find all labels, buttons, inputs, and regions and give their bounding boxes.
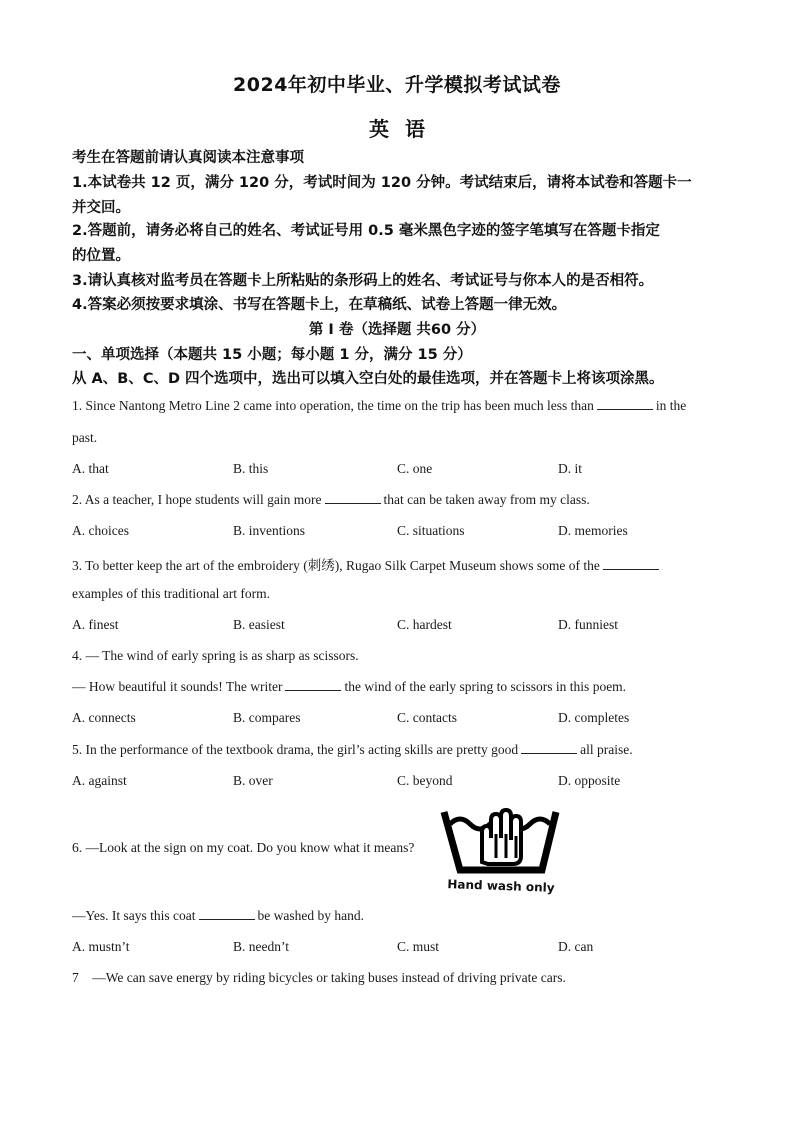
- notice-line-4: 的位置。: [72, 248, 130, 264]
- q5-option-d: D. opposite: [558, 773, 621, 788]
- q5-option-a: A. against: [72, 773, 127, 788]
- section-instruction: 从 A、B、C、D 四个选项中，选出可以填入空白处的最佳选项，并在答题卡上将该项涂黑。: [72, 371, 664, 387]
- q1-option-c: C. one: [397, 461, 433, 476]
- answer-blank: [325, 493, 381, 504]
- notice-heading: 考生在答题前请认真阅读本注意事项: [72, 150, 304, 166]
- question-3-line-1: 3. To better keep the art of the embroidery (刺绣), Rugao Silk Carpet Museum shows some of the: [72, 554, 752, 574]
- q3-option-a: A. finest: [72, 617, 119, 632]
- answer-blank: [597, 399, 653, 410]
- q2-option-d: D. memories: [558, 523, 628, 538]
- q6-option-b: B. needn’t: [233, 939, 289, 954]
- q2-option-b: B. inventions: [233, 523, 306, 538]
- question-1-line-2: past.: [72, 430, 98, 445]
- q4-option-b: B. compares: [233, 710, 301, 725]
- question-7: 7 —We can save energy by riding bicycles or taking buses instead of driving private cars.: [72, 970, 566, 985]
- q6-option-d: D. can: [558, 939, 594, 954]
- question-6-line-1: 6. —Look at the sign on my coat. Do you know what it means?: [72, 840, 415, 855]
- q3-option-b: B. easiest: [233, 617, 285, 632]
- question-3-line-2: examples of this traditional art form.: [72, 586, 270, 601]
- answer-blank: [521, 743, 577, 754]
- q2-option-a: A. choices: [72, 523, 129, 538]
- notice-line-6: 4.答案必须按要求填涂、书写在答题卡上，在草稿纸、试卷上答题一律无效。: [72, 297, 567, 313]
- q4-option-d: D. completes: [558, 710, 630, 725]
- q6-option-a: A. mustn’t: [72, 939, 130, 954]
- hand-wash-icon: [438, 798, 560, 898]
- q1-option-b: B. this: [233, 461, 269, 476]
- notice-line-5: 3.请认真核对监考员在答题卡上所粘贴的条形码上的姓名、考试证号与你本人的是否相符。: [72, 273, 654, 289]
- q5-option-c: C. beyond: [397, 773, 453, 788]
- q3-option-c: C. hardest: [397, 617, 452, 632]
- question-5: 5. In the performance of the textbook drama, the girl’s acting skills are pretty good all praise.: [72, 742, 633, 757]
- notice-line-2: 并交回。: [72, 200, 130, 216]
- q4-option-a: A. connects: [72, 710, 136, 725]
- q1-option-d: D. it: [558, 461, 583, 476]
- subject-title: 英语: [369, 117, 441, 141]
- q6-option-c: C. must: [397, 939, 440, 954]
- question-4-line-2: — How beautiful it sounds! The writer the wind of the early spring to scissors in this poem.: [72, 679, 627, 694]
- question-4-line-1: 4. — The wind of early spring is as sharp as scissors.: [72, 648, 359, 663]
- notice-line-1: 1.本试卷共 12 页，满分 120 分，考试时间为 120 分钟。考试结束后，请将本试卷和答题卡一: [72, 175, 692, 191]
- question-2: 2. As a teacher, I hope students will gain more that can be taken away from my class.: [72, 492, 590, 507]
- part-title: 第 I 卷（选择题 共60 分）: [308, 322, 486, 338]
- question-1-line-1: 1. Since Nantong Metro Line 2 came into operation, the time on the trip has been much less than in the: [72, 398, 687, 413]
- q2-option-c: C. situations: [397, 523, 465, 538]
- answer-blank: [603, 559, 659, 570]
- section-heading: 一、单项选择（本题共 15 小题；每小题 1 分，满分 15 分）: [72, 347, 472, 363]
- q3-option-d: D. funniest: [558, 617, 618, 632]
- exam-title: 2024年初中毕业、升学模拟考试试卷: [233, 74, 561, 96]
- q5-option-b: B. over: [233, 773, 273, 788]
- sign-label: Hand wash only: [447, 877, 555, 895]
- answer-blank: [285, 680, 341, 691]
- notice-line-3: 2.答题前，请务必将自己的姓名、考试证号用 0.5 毫米黑色字迹的签字笔填写在答题卡指定: [72, 223, 660, 239]
- q4-option-c: C. contacts: [397, 710, 457, 725]
- answer-blank: [199, 909, 255, 920]
- q1-option-a: A. that: [72, 461, 109, 476]
- question-6-line-2: —Yes. It says this coat be washed by hand.: [72, 908, 364, 923]
